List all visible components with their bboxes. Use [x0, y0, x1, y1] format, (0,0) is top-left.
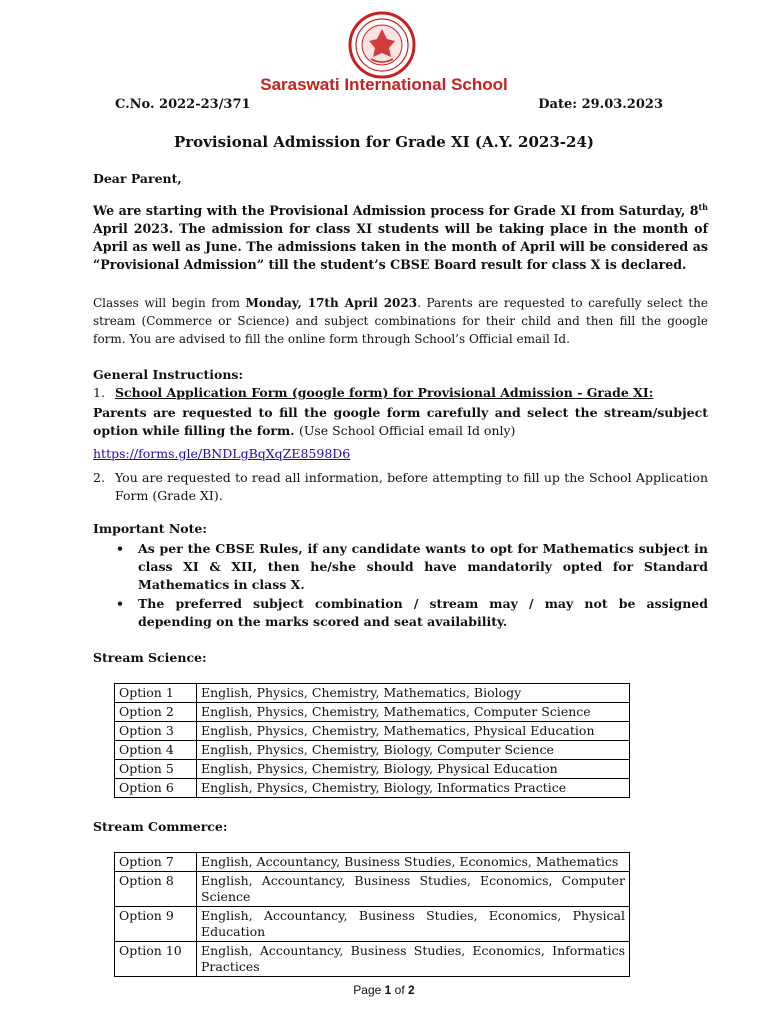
circular-date: Date: 29.03.2023 [538, 97, 663, 112]
table-row [115, 703, 630, 722]
school-name: Saraswati International School [260, 75, 508, 94]
option-cell: Option 1 [115, 684, 197, 703]
subjects-cell: English, Physics, Chemistry, Biology, Computer Science [197, 741, 630, 760]
subjects-cell: English, Accountancy, Business Studies, Economics, Physical Education [197, 907, 630, 942]
option-cell: Option 2 [115, 703, 197, 722]
instruction-2-number: 2. [93, 470, 105, 485]
classes-text-1: Classes will begin from [93, 296, 246, 310]
classes-text-2: . Parents are requested to carefully select the stream (Commerce or Science) and subject combinations for their child and then fill the google form. You are advised to fill the online form through School’s Official email Id. [93, 296, 709, 346]
instruction-item-2 [93, 469, 708, 505]
intro-superscript: th [698, 201, 708, 212]
circular-number: C.No. 2022-23/371 [115, 97, 251, 112]
table-row [115, 722, 630, 741]
classes-paragraph [93, 294, 708, 348]
important-note-bullet-1 [116, 540, 708, 594]
school-logo [343, 11, 421, 79]
important-note-bullet-2 [116, 595, 708, 631]
important-note-heading: Important Note: [93, 521, 207, 536]
subjects-cell: English, Accountancy, Business Studies, Economics, Mathematics [197, 853, 630, 872]
salutation: Dear Parent, [93, 171, 182, 186]
science-options-table [114, 683, 630, 798]
stream-commerce-heading: Stream Commerce: [93, 819, 228, 834]
option-cell: Option 9 [115, 907, 197, 942]
document-title: Provisional Admission for Grade XI (A.Y. 2023-24) [174, 133, 594, 151]
intro-text-2: April 2023. The admission for class XI students will be taking place in the month of April as well as June. The admissions taken in the month of April will be considered as “Provisional Admission” till the student’s CBSE Board result for class X is declared. [93, 221, 708, 272]
option-cell: Option 4 [115, 741, 197, 760]
subjects-cell: English, Physics, Chemistry, Mathematics, Biology [197, 684, 630, 703]
subjects-cell: English, Physics, Chemistry, Mathematics, Computer Science [197, 703, 630, 722]
bullet-1-text: As per the CBSE Rules, if any candidate wants to opt for Mathematics subject in class XI & XII, then he/she should have mandatorily opted for Standard Mathematics in class X. [138, 541, 708, 592]
page-label: Page [353, 983, 385, 997]
bullet-icon: • [116, 541, 124, 556]
general-instructions-heading: General Instructions: [93, 367, 244, 382]
instruction-item-1 [93, 384, 708, 402]
subjects-cell: English, Accountancy, Business Studies, Economics, Computer Science [197, 872, 630, 907]
bullet-2-text: The preferred subject combination / stream may / may not be assigned depending on the marks scored and seat availability. [138, 596, 708, 629]
page-total: 2 [408, 983, 415, 997]
page-footer [0, 983, 768, 997]
option-cell: Option 10 [115, 942, 197, 977]
option-cell: Option 6 [115, 779, 197, 798]
table-row [115, 760, 630, 779]
subjects-cell: English, Physics, Chemistry, Mathematics, Physical Education [197, 722, 630, 741]
option-cell: Option 8 [115, 872, 197, 907]
instruction-1-number: 1. [93, 385, 105, 400]
instruction-1-body [93, 404, 708, 440]
instruction-1-note: (Use School Official email Id only) [298, 423, 516, 438]
table-row [115, 907, 630, 942]
intro-paragraph [93, 202, 708, 274]
table-row [115, 684, 630, 703]
option-cell: Option 7 [115, 853, 197, 872]
instruction-2-text: You are requested to read all information, before attempting to fill up the School Application Form (Grade XI). [115, 470, 708, 503]
subjects-cell: English, Accountancy, Business Studies, Economics, Informatics Practices [197, 942, 630, 977]
table-row [115, 853, 630, 872]
subjects-cell: English, Physics, Chemistry, Biology, Physical Education [197, 760, 630, 779]
table-row [115, 779, 630, 798]
bullet-icon: • [116, 596, 124, 611]
intro-text-1: We are starting with the Provisional Admission process for Grade XI from Saturday, 8 [93, 203, 699, 218]
table-row [115, 741, 630, 760]
google-form-link[interactable]: https://forms.gle/BNDLgBqXqZE8598D6 [93, 446, 351, 461]
option-cell: Option 5 [115, 760, 197, 779]
classes-start-date: Monday, 17th April 2023 [245, 296, 418, 310]
table-row [115, 942, 630, 977]
instruction-1-text: Parents are requested to fill the google form carefully and select the stream/subject option while filling the form. [93, 405, 708, 438]
subjects-cell: English, Physics, Chemistry, Biology, Informatics Practice [197, 779, 630, 798]
page-of: of [391, 983, 409, 997]
commerce-options-table [114, 852, 630, 977]
page-current: 1 [384, 983, 392, 997]
stream-science-heading: Stream Science: [93, 650, 207, 665]
option-cell: Option 3 [115, 722, 197, 741]
table-row [115, 872, 630, 907]
instruction-1-title: School Application Form (google form) for Provisional Admission - Grade XI: [115, 385, 654, 400]
